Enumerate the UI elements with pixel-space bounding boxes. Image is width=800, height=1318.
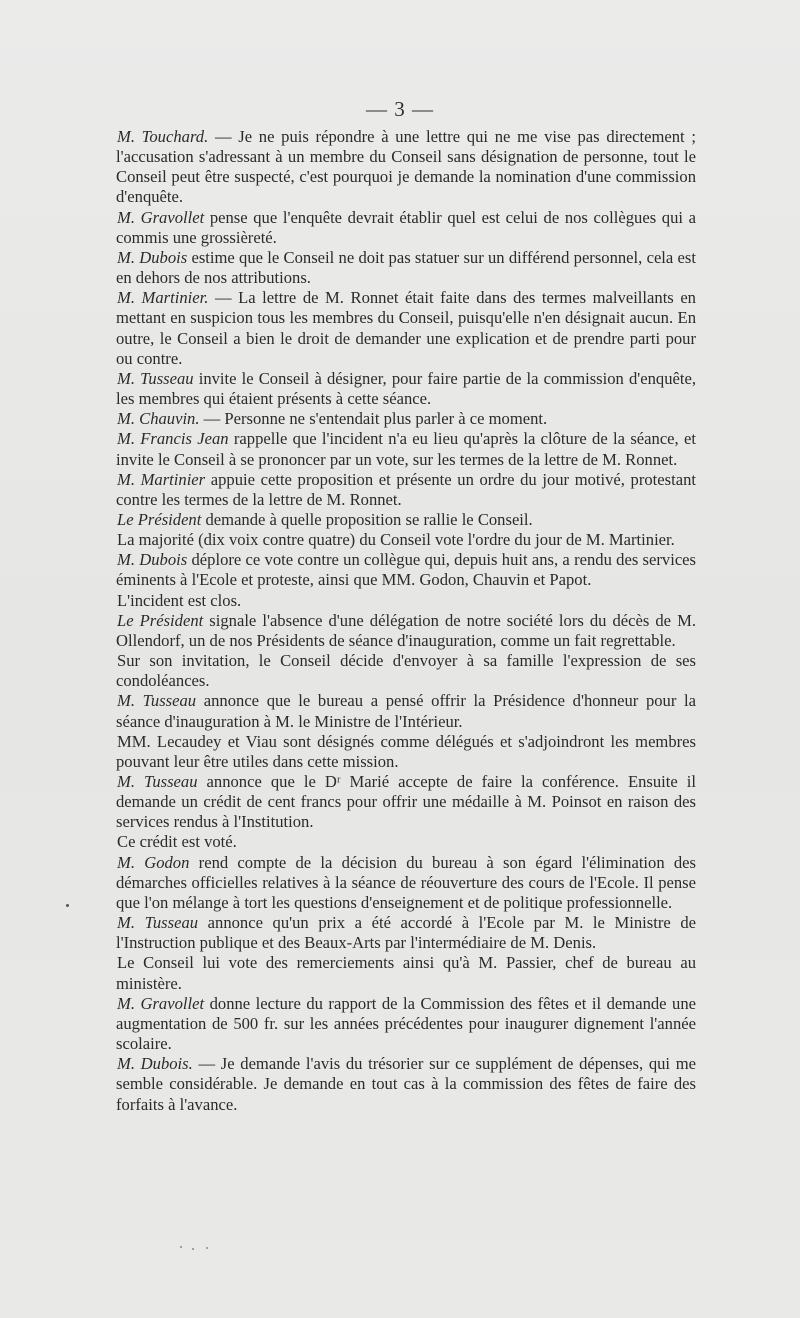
speaker: M. Martinier [117,469,206,489]
speaker: M. Dubois [117,550,188,570]
paragraph [116,691,696,731]
paragraph-text: — Personne ne s'entendait plus parler à ce moment. [203,409,548,429]
speaker: M. Chauvin. [117,409,200,429]
paragraph [116,651,696,691]
speaker: M. Gravollet [117,993,205,1013]
paragraph-text: — La lettre de M. Ronnet était faite dans des termes malveillants en mettant en suspicion tous les membres du Conseil, puisqu'elle n'en désignait aucun. En outre, le Conseil a bien le droit de demander une explication et de prendre parti pour ou contre. [116,288,696,368]
paragraph-text: annonce que le bureau a pensé offrir la Présidence d'honneur pour la séance d'inauguration à M. le Ministre de l'Intérieur. [116,691,696,731]
paragraph-text: — Je demande l'avis du trésorier sur ce supplément de dépenses, qui me semble considérable. Je demande en tout cas à la commission des fêtes de faire des forfaits à l'avance. [116,1054,697,1114]
paragraph-text: donne lecture du rapport de la Commission des fêtes et il demande une augmentation de 500 fr. sur les années précédentes pour inaugurer dignement l'année scolaire. [116,993,696,1054]
paper-specks [180,1246,210,1250]
paragraph [116,208,696,248]
speaker: M. Dubois [117,247,188,267]
paragraph [116,953,696,993]
paragraph-text: signale l'absence d'une délégation de notre société lors du décès de M. Ollendorf, un de nos Présidents de séance d'inauguration, comme un fait regrettable. [116,610,696,650]
margin-dot [66,904,69,907]
speaker: M. Martinier. [117,288,209,308]
paragraph [116,429,696,469]
paragraph-text: pense que l'enquête devrait établir quel est celui de nos collègues qui a commis une grossièreté. [116,207,696,247]
speaker: M. Touchard. [117,127,209,146]
paragraph [116,913,696,953]
paragraph [116,1054,696,1114]
paragraph [116,994,696,1054]
speaker: Le Président [117,610,204,630]
paragraph-text: Le Conseil lui vote des remerciements ainsi qu'à M. Passier, chef de bureau au ministère. [116,953,696,993]
paragraph-text: rend compte de la décision du bureau à son égard l'élimination des démarches officielles relatives à la séance de réouverture des cours de l'Ecole. Il pense que l'on mélange à tort les questions d'enseignement et de politique professionnelle. [116,852,697,912]
paragraph-text: MM. Lecaudey et Viau sont désignés comme délégués et s'adjoindront les membres pouvant leur être utiles dans cette mission. [116,731,696,771]
paragraph-text: estime que le Conseil ne doit pas statuer sur un différend personnel, cela est en dehors de nos attributions. [116,247,696,288]
paragraph-text: invite le Conseil à désigner, pour faire partie de la commission d'enquête, les membres qui étaient présents à cette séance. [116,368,696,409]
paragraph [116,611,696,651]
speaker: M. Tusseau [117,772,198,791]
paragraph [116,832,696,852]
speaker: Le Président [117,509,202,529]
paragraph-text: La majorité (dix voix contre quatre) du Conseil vote l'ordre du jour de M. Martinier. [117,530,675,550]
page-number: — 3 — [366,97,434,121]
speaker: M. Godon [117,852,190,872]
paragraph [116,732,696,772]
paragraph [116,470,696,510]
paragraph [116,369,696,409]
paragraph-text: rappelle que l'incident n'a eu lieu qu'après la clôture de la séance, et invite le Conseil à se prononcer par un vote, sur les termes de la lettre de M. Ronnet. [116,429,696,469]
speaker: M. Francis Jean [117,429,229,449]
paragraph [116,288,696,369]
paragraph-text: annonce qu'un prix a été accordé à l'Ecole par M. le Ministre de l'Instruction publique et des Beaux-Arts par l'intermédiaire de M. Denis. [116,913,696,953]
paragraph [116,127,696,208]
speaker: M. Dubois. [117,1054,193,1074]
speaker: M. Tusseau [117,691,197,711]
paragraph [116,248,696,288]
paragraph [116,853,696,913]
body-text [116,127,696,1115]
speaker: M. Tusseau [117,368,194,388]
paragraph-text: annonce que le Dʳ Marié accepte de faire la conférence. Ensuite il demande un crédit de cent francs pour offrir une médaille à M. Poinsot en raison des services rendus à l'Institution. [116,772,697,832]
paragraph [116,510,696,530]
paragraph [116,550,696,590]
paragraph-text: Sur son invitation, le Conseil décide d'envoyer à sa famille l'expression de ses condoléances. [116,651,696,691]
paragraph [116,591,696,611]
paragraph-text: Ce crédit est voté. [117,832,237,852]
paragraph [116,772,696,832]
paragraph-text: L'incident est clos. [117,590,242,610]
paragraph-text: déplore ce vote contre un collègue qui, depuis huit ans, a rendu des services éminents à l'Ecole et proteste, ainsi que MM. Godon, Chauvin et Papot. [116,550,697,590]
paragraph-text: — Je ne puis répondre à une lettre qui ne me vise pas directement ; l'accusation s'adressant à un membre du Conseil sans désignation de personne, tout le Conseil peut être suspecté, c'est pourquoi je demande la nomination d'une commission d'enquête. [116,127,696,207]
paragraph-text: demande à quelle proposition se rallie le Conseil. [205,509,533,529]
speaker: M. Tusseau [117,913,199,933]
speaker: M. Gravollet [117,207,205,227]
paragraph [116,409,696,429]
paragraph-text: appuie cette proposition et présente un ordre du jour motivé, protestant contre les termes de la lettre de M. Ronnet. [116,469,696,509]
paragraph [116,530,696,550]
